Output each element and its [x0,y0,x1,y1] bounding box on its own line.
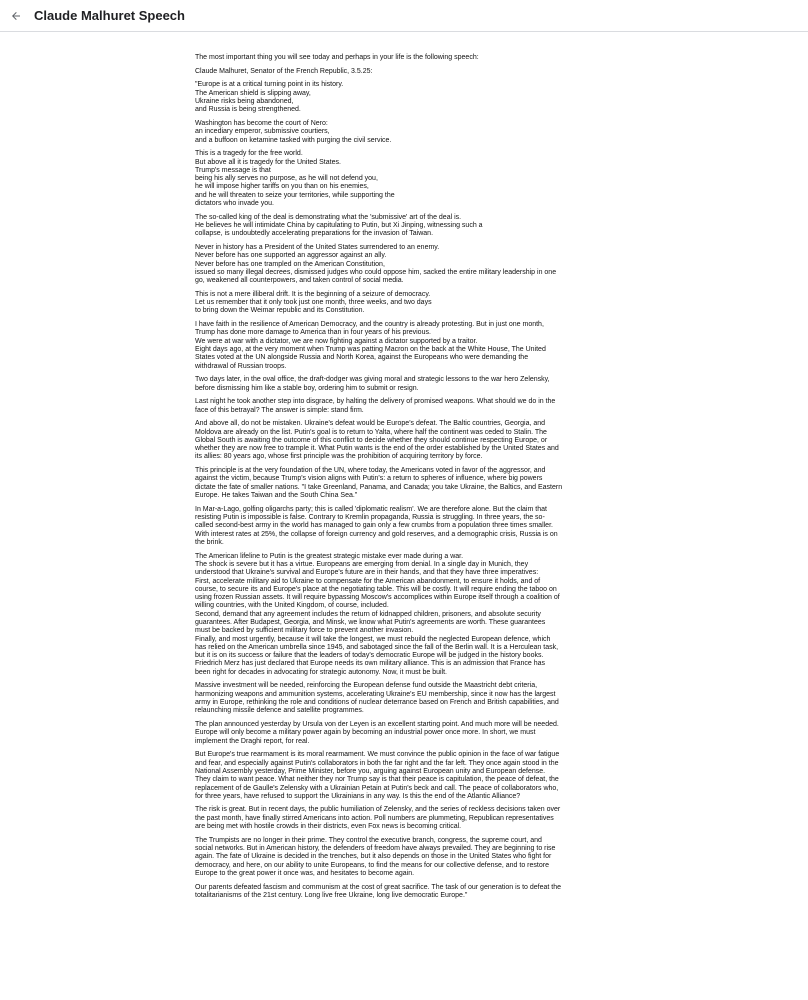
paragraph: The Trumpists are no longer in their prime. They control the executive branch, congress, the supreme court, and social networks. But in American history, the defenders of freedom have always prevailed. They are beginning to rise again. The fate of Ukraine is decided in the trenches, but it also depends on those in the United States who fight for democracy, and here, on our ability to unite Europeans, to find the means for our collective defense, and to restore Europe to the great power it once was, and hesitates to become again. [195,836,556,877]
paragraph: Washington has become the court of Nero: an incediary emperor, submissive courtiers, and a buffoon on ketamine tasked with purging the civil service. [195,119,392,144]
document-body [195,54,615,906]
paragraph: The risk is great. But in recent days, the public humiliation of Zelensky, and the series of reckless decisions taken over the past month, have finally stirred Americans into action. Poll numbers are plummeting, Republican representatives are being met with hostile crowds in their districts, even Fox news is becoming critical. [195,806,561,831]
paragraph: Two days later, in the oval office, the draft-dodger was giving moral and strategic lessons to the war hero Zelensky, before dismissing him like a stable boy, ordering him to submit or resign. [195,376,550,392]
paragraph: I have faith in the resilience of American Democracy, and the country is already protesting. But in just one month, Trump has done more damage to America than in four years of his previous. We were at war with a dictator, we are now fighting against a dictator supported by a traitor. Eight days ago, at the very moment when Trump was patting Macron on the back at the White House, The United States voted at the UN alongside Russia and North Korea, against the Europeans who were demanding the withdrawal of Russian troops. [195,321,546,370]
paragraph: The most important thing you will see today and perhaps in your life is the following speech: [195,54,479,61]
paragraph: This is not a mere illiberal drift. It is the beginning of a seizure of democracy. Let us remember that it only took just one month, three weeks, and two days to bring down the Weimar republic and its Constitution. [195,290,432,315]
paragraph: The American lifeline to Putin is the greatest strategic mistake ever made during a war. The shock is severe but it has a virtue. Europeans are emerging from denial. In a single day in Munich, they understood that Ukraine's survival and Europe's future are in their hands, and that they have three imperatives: First, accelerate military aid to Ukraine to compensate for the American abandonment, to ensure it holds, and of course, to secure its and Europe's place at the negotiating table. This will be costly. It will require ending the taboo on using frozen Russian assets. It will require bypassing Moscow's accomplices within Europe itself through a coalition of willing countries, with the United Kingdom, of course, included. Second, demand that any agreement includes the return of kidnapped children, prisoners, and absolute security guarantees. After Budapest, Georgia, and Minsk, we know what Putin's agreements are worth. These guarantees must be backed by sufficient military force to prevent another invasion. Finally, and most urgently, because it will take the longest, we must rebuild the neglected European defence, which has relied on the American umbrella since 1945, and sabotaged since the fall of the Berlin wall. It is a Herculean task, but it is on its success or failure that the leaders of today's democratic Europe will be judged in the history books. Friedrich Merz has just declared that Europe needs its own military alliance. This is an admission that France has been right for decades in advocating for strategic autonomy. Now, it must be built. [195,552,560,676]
back-button[interactable] [6,6,26,26]
paragraph: Never in history has a President of the United States surrendered to an enemy. Never before has one supported an aggressor against an ally. Never before has one trampled on the American Constitution, issued so many illegal decrees, dismissed judges who could oppose him, sacked the entire military leadership in one go, weakened all counterpowers, and taken control of social media. [195,243,557,285]
paragraph: This principle is at the very foundation of the UN, where today, the Americans voted in favor of the aggressor, and against the victim, because Trump's vision aligns with Putin's: a return to spheres of influence, where big powers dictate the fate of smaller nations. "I take Greenland, Panama, and Canada; you take Ukraine, the Baltics, and Eastern Europe. He takes Taiwan and the South China Sea." [195,467,563,500]
paragraph: Last night he took another step into disgrace, by halting the delivery of promised weapons. What should we do in the face of this betrayal? The answer is simple: stand firm. [195,398,556,414]
paragraph: Our parents defeated fascism and communism at the cost of great sacrifice. The task of our generation is to defeat the totalitarianisms of the 21st century. Long live free Ukraine, long live democratic Europe." [195,883,562,899]
arrow-left-icon [10,10,22,22]
paragraph: But Europe's true rearmament is its moral rearmament. We must convince the public opinion in the face of war fatigue and fear, and especially against Putin's collaborators in both the far right and the far left. They once again stood in the National Assembly yesterday, Prime Minister, before you, arguing against European unity and European defense. They claim to want peace. What neither they nor Trump say is that their peace is capitulation, the peace of defeat, the replacement of de Gaulle's Zelensky with a Ukrainian Petain at Putin's beck and call. The peace of collaborators who, for three years, have refused to support the Ukrainians in any way. Is this the end of the Atlantic Alliance? [195,751,560,800]
page-title: Claude Malhuret Speech [34,8,185,23]
paragraph: The so-called king of the deal is demonstrating what the 'submissive' art of the deal is. He believes he will intimidate China by capitulating to Putin, but Xi Jinping, witnessing such a collapse, is undoubtedly accelerating preparations for the invasion of Taiwan. [195,213,483,238]
paragraph: Massive investment will be needed, reinforcing the European defense fund outside the Maastricht debt criteria, harmonizing weapons and ammunition systems, accelerating Ukraine's EU membership, since it now has the largest army in Europe, rethinking the role and conditions of nuclear deterrance based on French and British capabilities, and relaunching missile defence and satellite programmes. [195,682,559,715]
paragraph: This is a tragedy for the free world. But above all it is tragedy for the United States. Trump's message is that being his ally serves no purpose, as he will not defend you, he will impose higher tariffs on you than on his enemies, and he will threaten to seize your territories, while supporting the dictators who invade you. [195,150,395,208]
paragraph: And above all, do not be mistaken. Ukraine's defeat would be Europe's defeat. The Baltic countries, Georgia, and Moldova are already on the list. Putin's goal is to return to Yalta, where half the continent was ceded to Stalin. The Global South is awaiting the outcome of this conflict to decide whether they should continue respecting Europe, or whether they are now free to trample it. What Putin wants is the end of the order established by the United States and its allies: 80 years ago, whose first principle was the prohibition of acquiring territory by force. [195,420,559,461]
paragraph: Claude Malhuret, Senator of the French Republic, 3.5.25: [195,67,373,75]
top-bar [0,0,808,32]
paragraph: The plan announced yesterday by Ursula von der Leyen is an excellent starting point. And much more will be needed. Europe will only become a military power again by becoming an industrial power once more. In short, we must implement the Draghi report, for real. [195,721,559,745]
paragraph: In Mar-a-Lago, golfing oligarchs party; this is called 'diplomatic realism'. We are therefore alone. But the claim that resisting Putin is impossible is false. Contrary to Kremlin propaganda, Russia is struggling. In three years, the so- called second-best army in the world has managed to gain only a few crumbs from a population three times smaller. With interest rates at 25%, the collapse of foreign currency and gold reserves, and a demographic crisis, Russia is on the brink. [195,505,558,546]
paragraph: "Europe is at a critical turning point in its history. The American shield is slipping away, Ukraine risks being abandoned, and Russia is being strengthened. [195,81,344,114]
